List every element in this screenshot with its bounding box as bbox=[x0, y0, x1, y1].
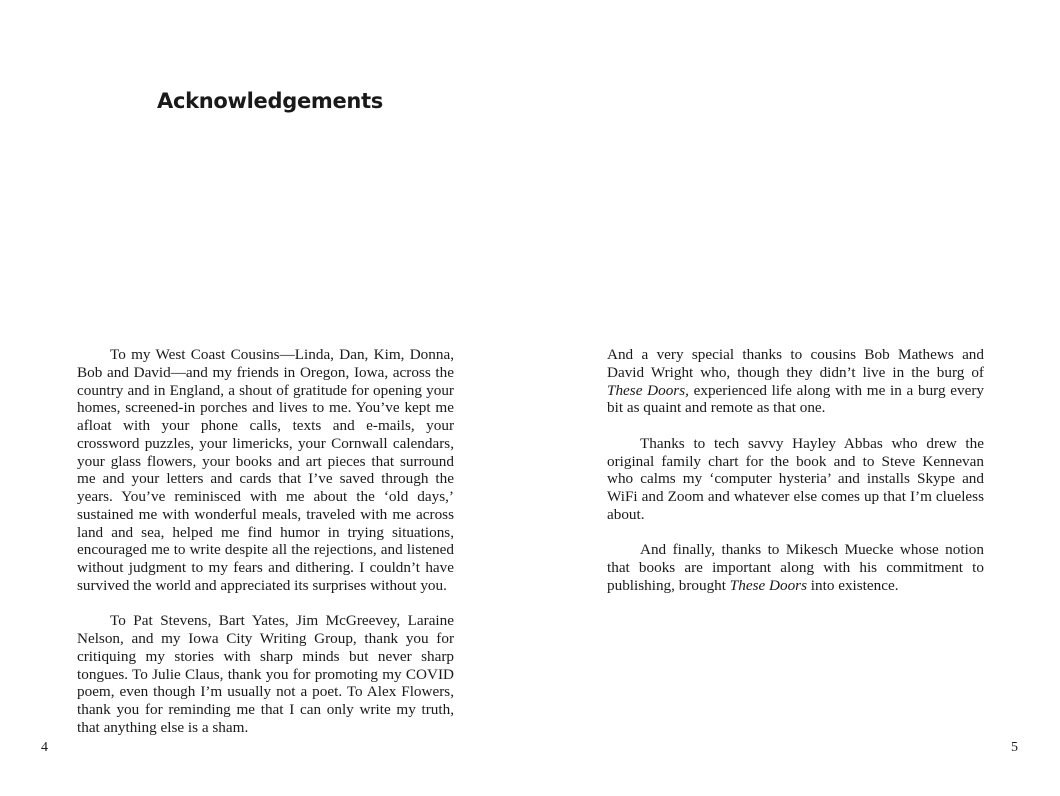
left-text-column bbox=[77, 346, 454, 754]
text: And a very special thanks to cousins Bob Mathews and David Wright who, though they didn’t live in the burg of bbox=[607, 346, 984, 381]
paragraph-writing-group: To Pat Stevens, Bart Yates, Jim McGreevey, Laraine Nelson, and my Iowa City Writing Group, thank you for critiquing my stories with sharp minds but never sharp tongues. To Julie Claus, thank you for promoting my COVID poem, even though I’m usually not a poet. To Alex Flowers, thank you for reminding me that I can only write my truth, that anything else is a sham. bbox=[77, 612, 454, 736]
paragraph-finally bbox=[607, 541, 984, 594]
text: experienced life along with me in a burg every bit as quaint and remote as that one. bbox=[607, 381, 984, 417]
book-title: These Doors bbox=[729, 576, 807, 594]
page-number-left: 4 bbox=[41, 740, 48, 755]
paragraph-tech-thanks: Thanks to tech savvy Hayley Abbas who drew the original family chart for the book and to Steve Kennevan who calms my ‘computer hysteria’ and installs Skype and WiFi and Zoom and whatever else comes up that I’m clueless about. bbox=[607, 434, 984, 523]
paragraph-special-thanks bbox=[607, 346, 984, 417]
text: And finally, thanks to Mikesch Muecke whose notion that books are important along with his commitment to publishing, brought bbox=[607, 541, 984, 594]
right-text-column bbox=[607, 346, 984, 612]
book-title: These Doors, bbox=[607, 381, 689, 399]
paragraph-cousins: To my West Coast Cousins—Linda, Dan, Kim, Donna, Bob and David—and my friends in Oregon, Iowa, across the country and in England, a shout of gratitude for opening your homes, screened-in porches and lives to me. You’ve kept me afloat with your phone calls, texts and e-mails, your crossword puzzles, your limericks, your Cornwall calendars, your glass flowers, your books and art pieces that surround me and your letters and cards that I’ve saved through the years. You’ve reminisced with me about the ‘old days,’ sustained me with wonderful meals, traveled with me across land and sea, helped me find humor in trying situations, encouraged me to write despite all the rejections, and listened without judgment to my fears and dithering. I couldn’t have survived the world and appreciated its surprises without you. bbox=[77, 346, 454, 594]
page-title: Acknowledgements bbox=[157, 89, 384, 113]
text: into existence. bbox=[807, 576, 899, 594]
right-page bbox=[530, 0, 1060, 796]
page-number-right: 5 bbox=[1011, 740, 1018, 755]
